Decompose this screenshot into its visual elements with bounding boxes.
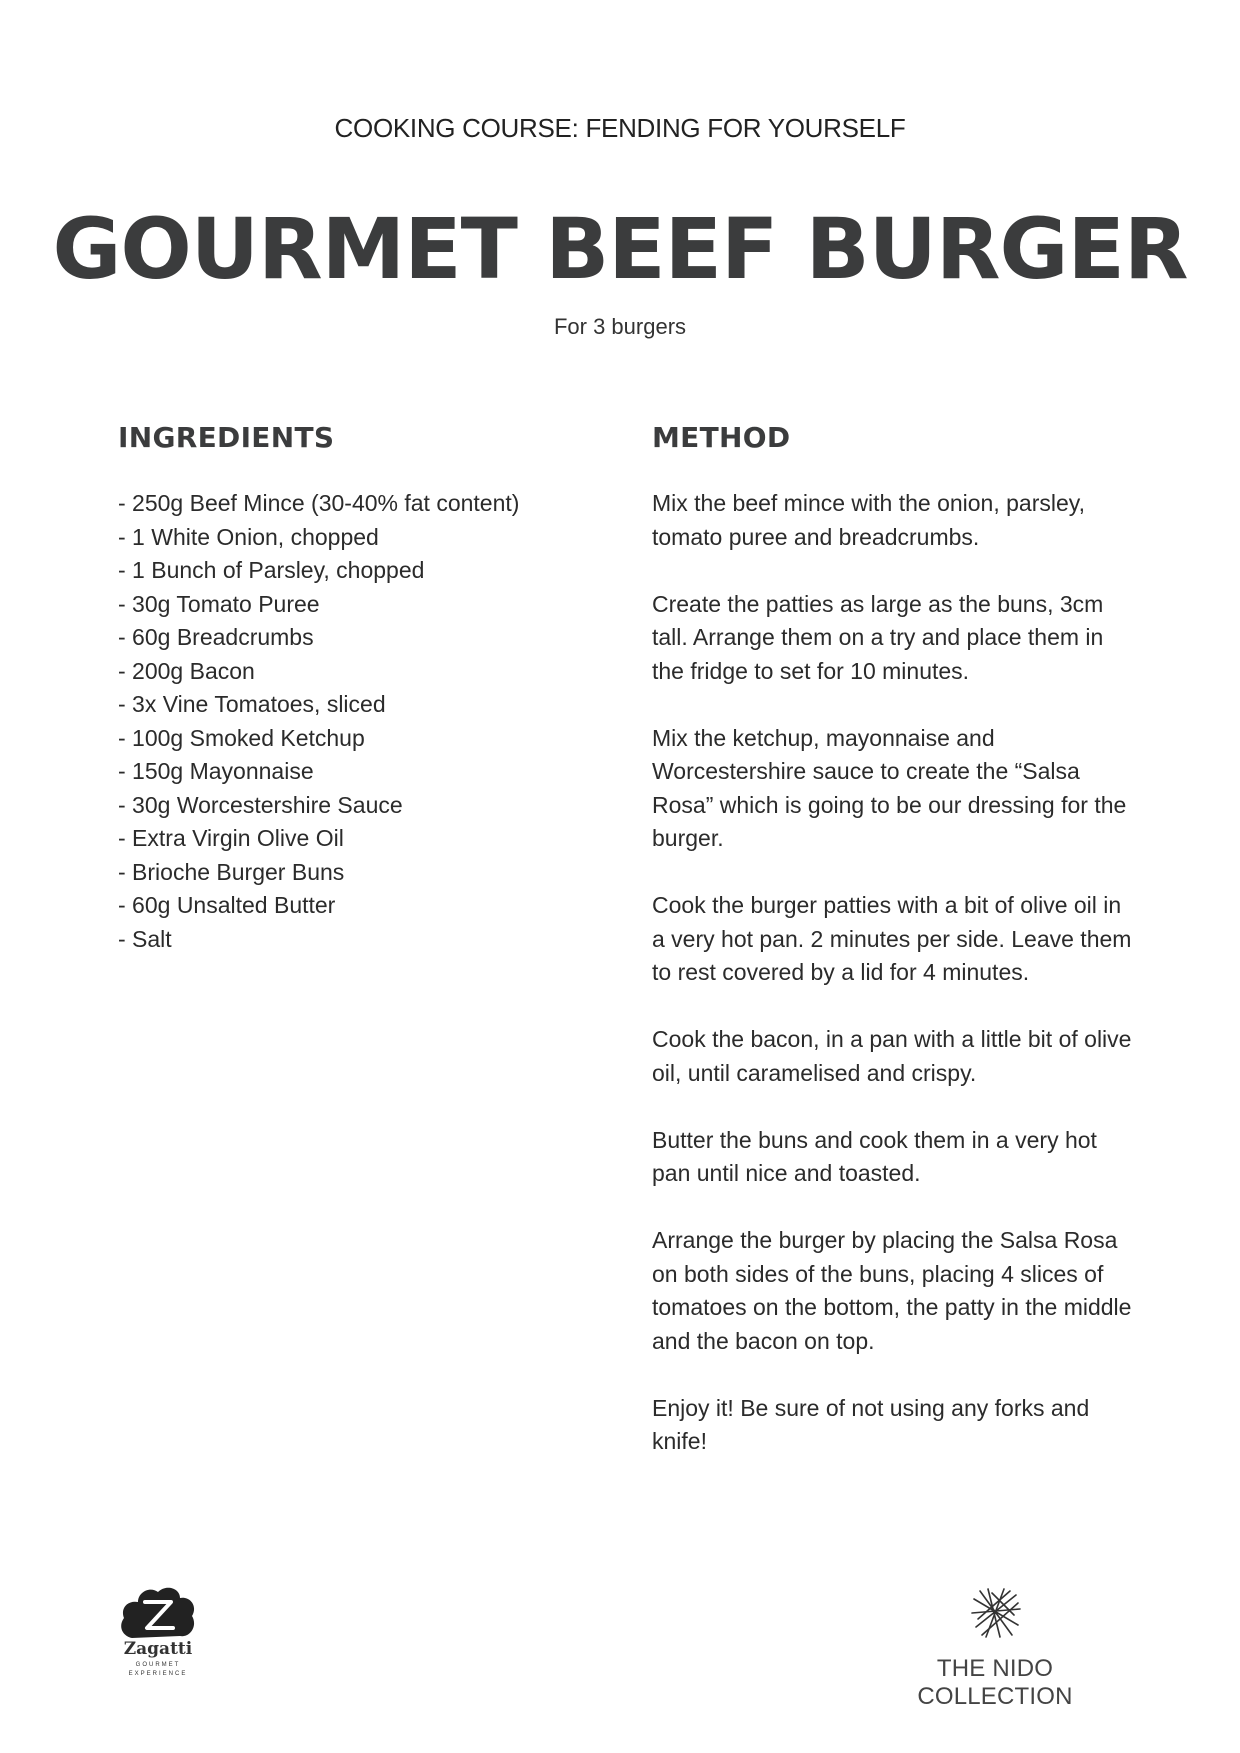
ingredient-item: - 1 White Onion, chopped [118, 523, 379, 550]
ingredient-item: - 250g Beef Mince (30-40% fat content) [118, 490, 520, 516]
zagatti-tagline-2: EXPERIENCE [128, 1671, 188, 1677]
method-step: Butter the buns and cook them in a very hot pan until nice and toasted. [652, 1126, 1097, 1186]
ingredient-item: - 30g Worcestershire Sauce [118, 791, 403, 818]
nest-icon [968, 1585, 1024, 1641]
method-step: Cook the burger patties with a bit of olive oil in a very hot pan. 2 minutes per side. Leave them to rest covered by a lid for 4 minutes. [652, 892, 1132, 985]
zagatti-logo [118, 1580, 198, 1690]
zagatti-tagline-1: GOURMET [135, 1662, 181, 1668]
method-heading: METHOD [652, 421, 791, 454]
method-step: Create the patties as large as the buns, 3cm tall. Arrange them on a try and place them in the fridge to set for 10 minutes. [652, 590, 1104, 684]
ingredient-item: - 200g Bacon [118, 657, 255, 684]
ingredient-item: - 30g Tomato Puree [118, 590, 320, 617]
ingredients-list [118, 487, 598, 956]
chef-hat-z-icon [118, 1580, 198, 1640]
nido-collection-name: THE NIDO COLLECTION [917, 1655, 1073, 1710]
method-step: Enjoy it! Be sure of not using any forks and knife! [652, 1394, 1090, 1454]
method-step: Arrange the burger by placing the Salsa Rosa on both sides of the buns, placing 4 slices of tomatoes on the bottom, the patty in the middle and the bacon on top. [652, 1227, 1132, 1354]
zagatti-brand: Zagatti [123, 1639, 193, 1659]
method-step: Mix the ketchup, mayonnaise and Worcestershire sauce to create the “Salsa Rosa” which is going to be our dressing for the burger. [652, 724, 1127, 851]
servings: For 3 burgers [553, 314, 687, 339]
ingredient-item: - 150g Mayonnaise [118, 758, 314, 784]
ingredient-item: - 100g Smoked Ketchup [118, 724, 365, 751]
ingredients-heading: INGREDIENTS [118, 421, 335, 454]
ingredient-item: - 60g Unsalted Butter [118, 892, 336, 918]
ingredient-item: - 1 Bunch of Parsley, chopped [118, 557, 425, 583]
method-step: Cook the bacon, in a pan with a little bit of olive oil, until caramelised and crispy. [652, 1026, 1132, 1086]
ingredient-item: - Salt [118, 925, 172, 952]
nido-collection-logo [860, 1585, 1130, 1710]
ingredient-item: - Extra Virgin Olive Oil [118, 825, 344, 851]
ingredient-item: - Brioche Burger Buns [118, 858, 345, 885]
recipe-title: GOURMET BEEF BURGER [52, 200, 1188, 298]
method-step: Mix the beef mince with the onion, parsley, tomato puree and breadcrumbs. [652, 490, 1085, 550]
method-steps [652, 487, 1132, 1492]
course-title: COOKING COURSE: FENDING FOR YOURSELF [334, 113, 906, 143]
ingredient-item: - 3x Vine Tomatoes, sliced [118, 691, 386, 717]
ingredient-item: - 60g Breadcrumbs [118, 624, 314, 650]
